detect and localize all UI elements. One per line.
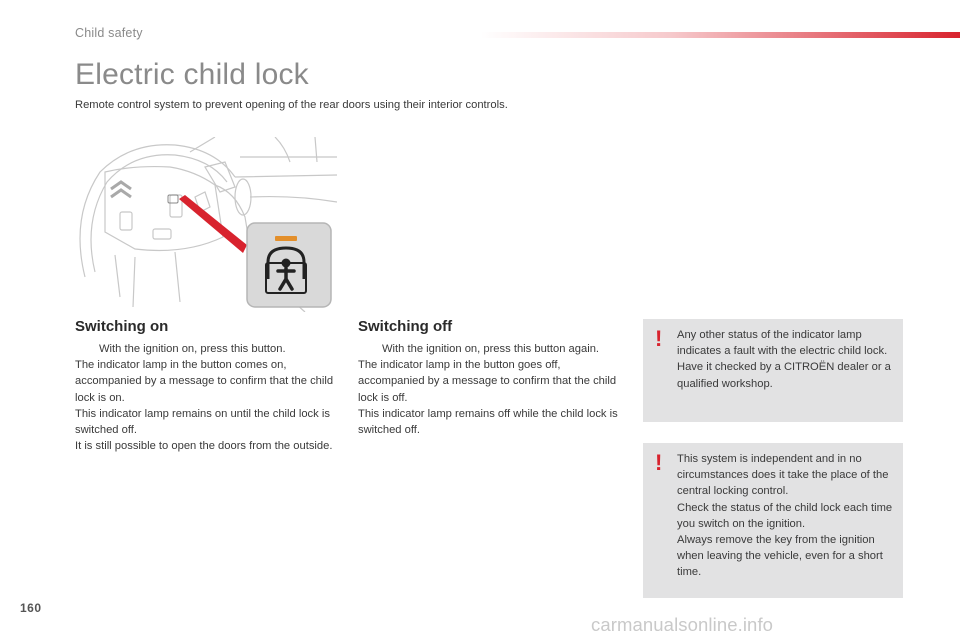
bullet-icon <box>75 341 99 357</box>
step-text: With the ignition on, press this button again. <box>382 343 600 355</box>
warning-text: Check the status of the child lock each time you switch on the ignition. <box>677 501 893 530</box>
header-accent-rule <box>480 32 960 38</box>
bullet-icon <box>358 341 382 357</box>
paragraph: The indicator lamp in the button goes off, accompanied by a message to confirm that the child lock is off. <box>358 359 617 404</box>
page-number: 160 <box>20 601 42 615</box>
paragraph: The indicator lamp in the button comes on, accompanied by a message to confirm that the child lock is on. <box>75 359 334 404</box>
warning-box-independent <box>643 443 903 598</box>
section-label: Child safety <box>75 26 143 40</box>
page-title: Electric child lock <box>75 58 309 91</box>
step-text: With the ignition on, press this button. <box>99 343 286 355</box>
paragraph: This indicator lamp remains on until the child lock is switched off. <box>75 407 330 437</box>
switching-off-heading: Switching off <box>358 318 453 335</box>
paragraph: This indicator lamp remains off while the child lock is switched off. <box>358 407 618 437</box>
switching-off-body <box>358 341 620 438</box>
switching-on-body <box>75 341 337 454</box>
warning-text: This system is independent and in no circumstances does it take the place of the central locking control. <box>677 453 889 498</box>
exclamation-icon: ! <box>655 326 663 351</box>
switching-on-heading: Switching on <box>75 318 169 335</box>
warning-text: Always remove the key from the ignition when leaving the vehicle, even for a short time. <box>677 534 883 579</box>
exclamation-icon: ! <box>655 450 663 475</box>
intro-text: Remote control system to prevent opening of the rear doors using their interior controls. <box>75 99 508 111</box>
warning-box-fault <box>643 319 903 422</box>
watermark: carmanualsonline.info <box>591 614 774 635</box>
switching-off-step <box>358 341 620 357</box>
switching-on-step <box>75 341 337 357</box>
paragraph: It is still possible to open the doors from the outside. <box>75 440 333 453</box>
warning-text: Have it checked by a CITROËN dealer or a qualified workshop. <box>677 361 891 390</box>
warning-text: Any other status of the indicator lamp indicates a fault with the electric child lock. <box>677 329 888 358</box>
dashboard-illustration <box>75 137 337 312</box>
